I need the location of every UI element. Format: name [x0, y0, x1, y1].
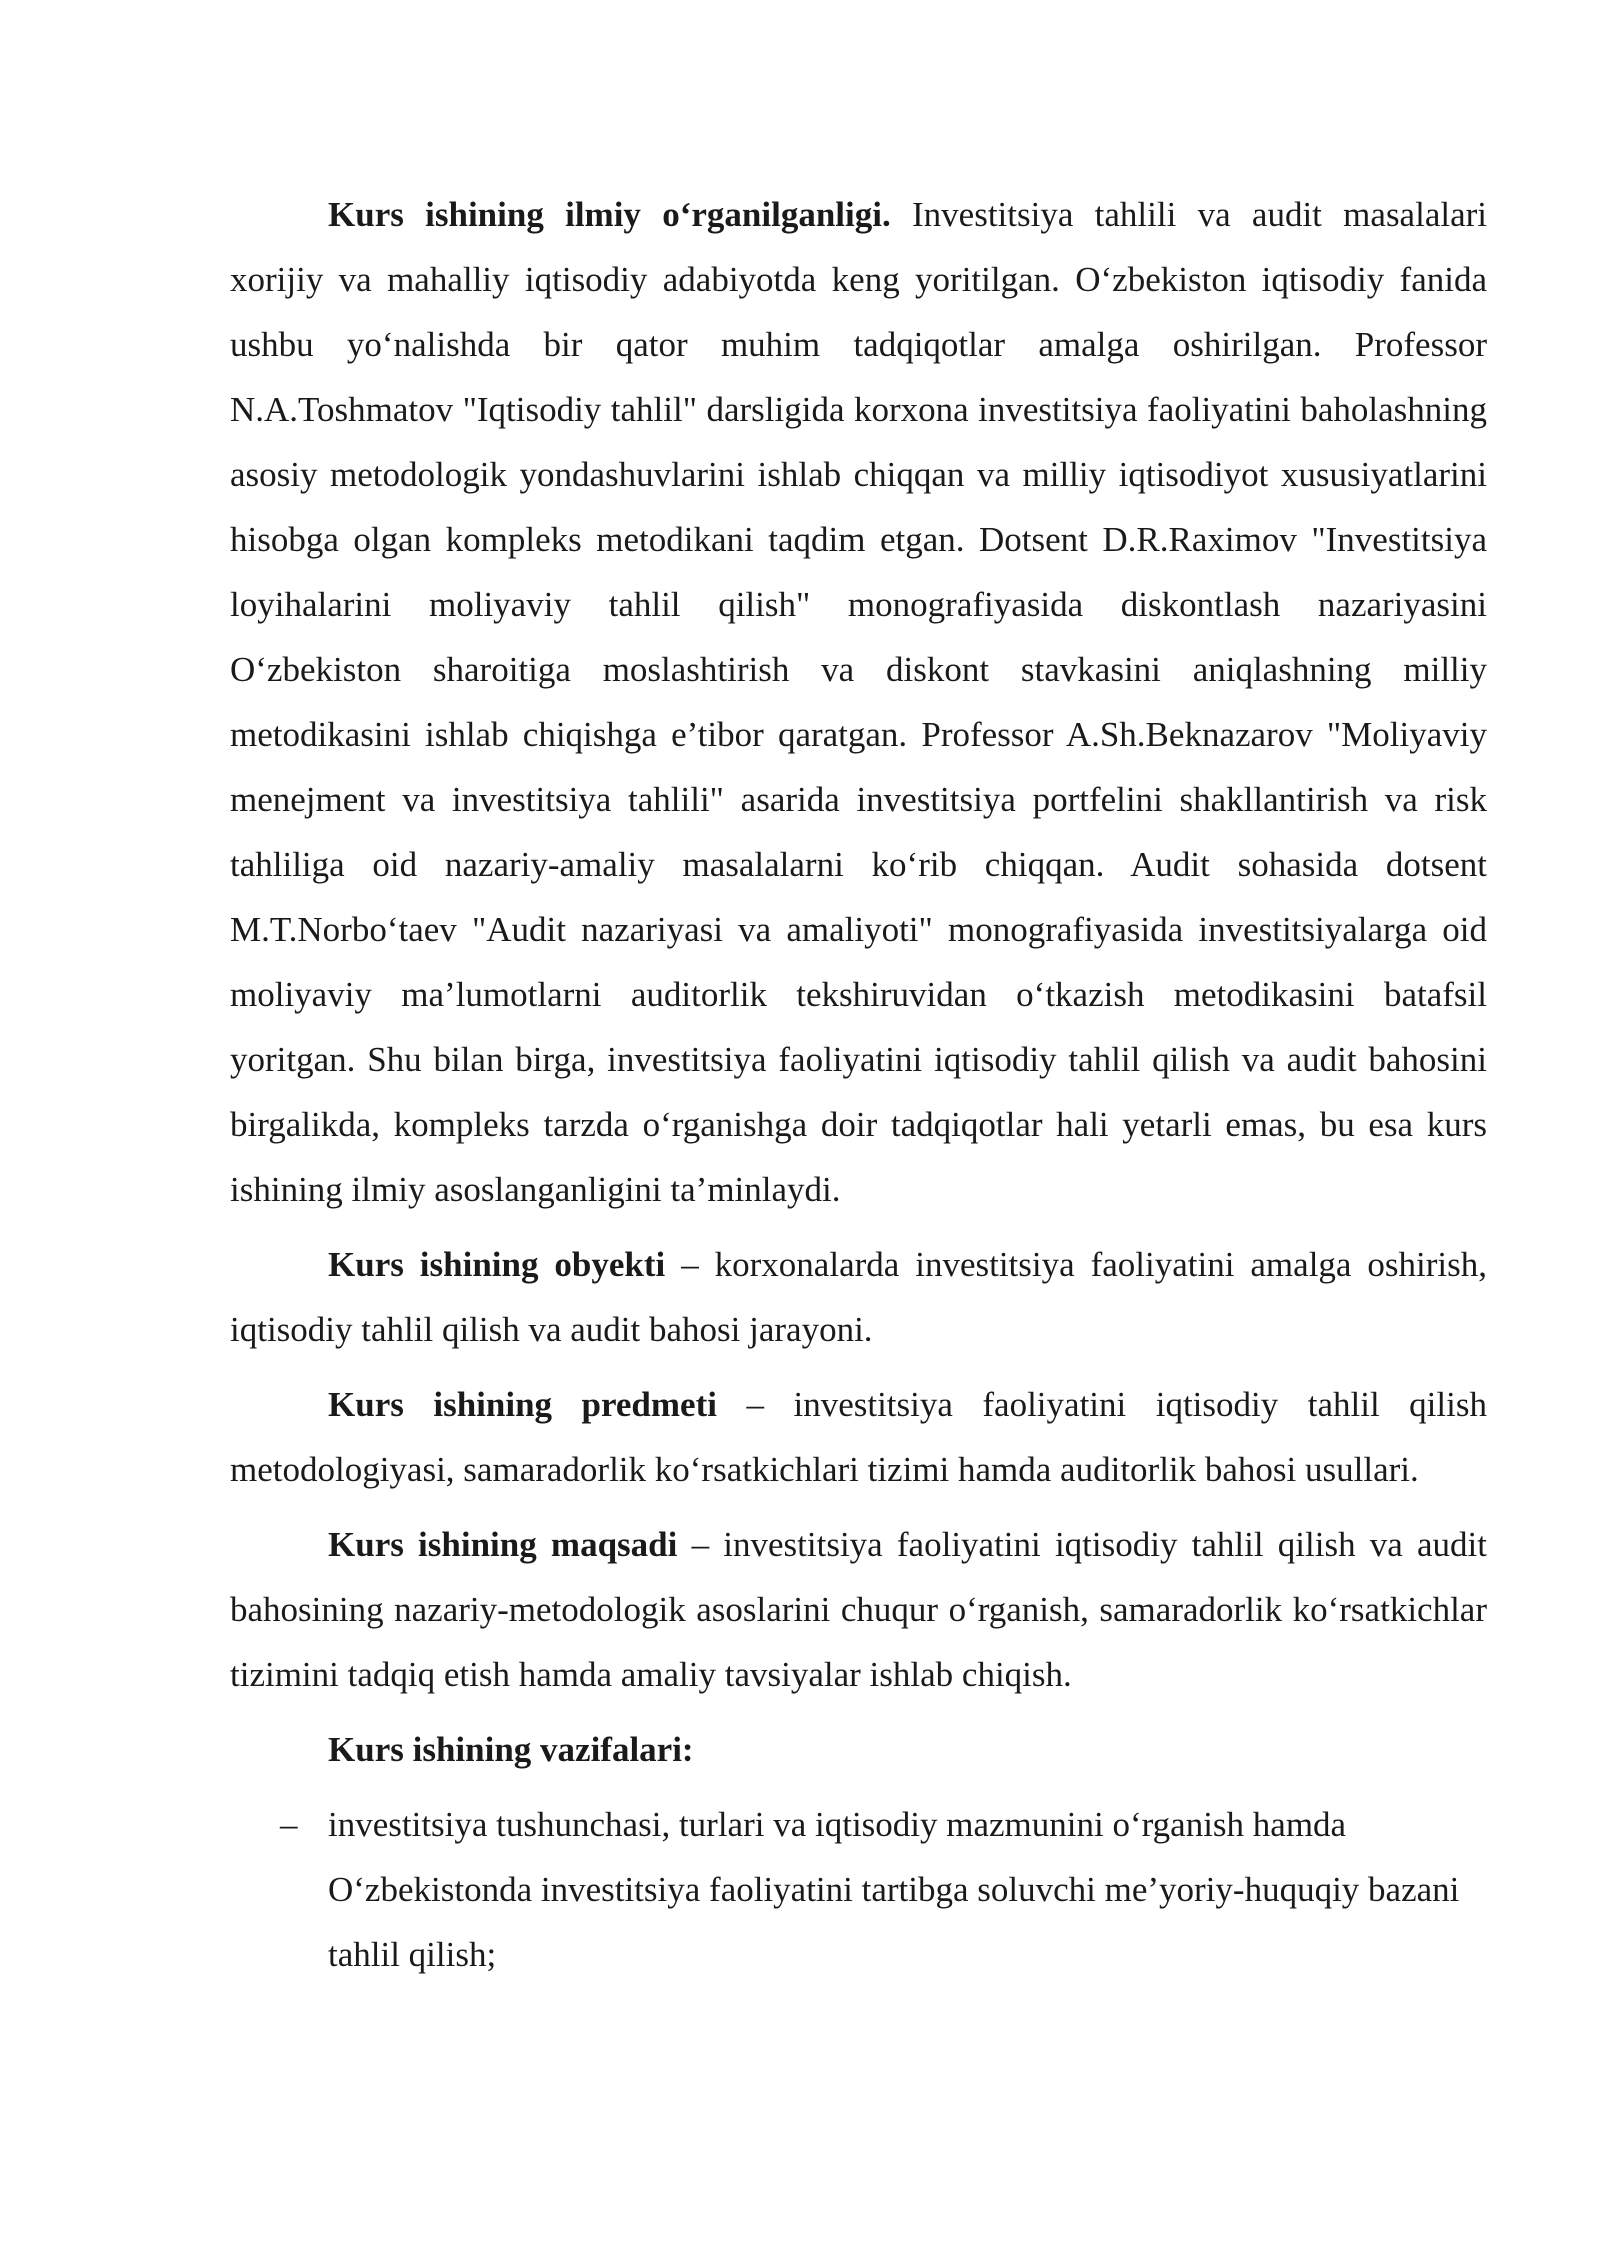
list-item — [230, 1792, 1487, 1987]
paragraph-goal — [230, 1512, 1487, 1707]
tasks-list — [230, 1792, 1487, 1987]
paragraph-lead: Kurs ishining obyekti — [328, 1245, 666, 1284]
paragraph-text: – korxonalarda investitsiya faoliyatini amalga oshirish, iqtisodiy tahlil qilish va audit bahosi jarayoni. — [230, 1245, 1487, 1349]
paragraph-text: – investitsiya faoliyatini iqtisodiy tahlil qilish va audit bahosining nazariy-metodologik asoslarini chuqur o‘rganish, samaradorlik ko‘rsatkichlar tizimini tadqiq etish hamda amaliy tavsiyalar ishlab chiqish. — [230, 1525, 1487, 1694]
tasks-heading: Kurs ishining vazifalari: — [328, 1730, 694, 1769]
list-dash-marker: – — [280, 1805, 298, 1844]
paragraph-lead: Kurs ishining ilmiy o‘rganilganligi. — [328, 195, 891, 234]
paragraph-scientific-study — [230, 182, 1487, 1222]
paragraph-subject — [230, 1372, 1487, 1502]
paragraph-text: Investitsiya tahlili va audit masalalari xorijiy va mahalliy iqtisodiy adabiyotda keng yoritilgan. O‘zbekiston iqtisodiy fanida ushbu yo‘nalishda bir qator muhim tadqiqotlar amalga oshirilgan. Professor N.A.Toshmatov "Iqtisodiy tahlil" darsligida korxona investitsiya faoliyatini baholashning asosiy metodologik yondashuvlarini ishlab chiqqan va milliy iqtisodiyot xususiyatlarini hisobga olgan kompleks metodikani taqdim etgan. Dotsent D.R.Raximov "Investitsiya loyihalarini moliyaviy tahlil qilish" monografiyasida diskontlash nazariyasini O‘zbekiston sharoitiga moslashtirish va diskont stavkasini aniqlashning milliy metodikasini ishlab chiqishga e’tibor qaratgan. Professor A.Sh.Beknazarov "Moliyaviy menejment va investitsiya tahlili" asarida investitsiya portfelini shakllantirish va risk tahliliga oid nazariy-amaliy masalalarni ko‘rib chiqqan. Audit sohasida dotsent M.T.Norbo‘taev "Audit nazariyasi va amaliyoti" monografiyasida investitsiyalarga oid moliyaviy ma’lumotlarni auditorlik tekshiruvidan o‘tkazish metodikasini batafsil yoritgan. Shu bilan birga, investitsiya faoliyatini iqtisodiy tahlil qilish va audit bahosini birgalikda, kompleks tarzda o‘rganishga doir tadqiqotlar hali yetarli emas, bu esa kurs ishining ilmiy asoslanganligini ta’minlaydi. — [230, 195, 1487, 1209]
paragraph-text: – investitsiya faoliyatini iqtisodiy tahlil qilish metodologiyasi, samaradorlik ko‘rsatkichlari tizimi hamda auditorlik bahosi usullari. — [230, 1385, 1487, 1489]
paragraph-lead: Kurs ishining predmeti — [328, 1385, 717, 1424]
paragraph-lead: Kurs ishining maqsadi — [328, 1525, 678, 1564]
paragraph-object — [230, 1232, 1487, 1362]
document-page — [230, 182, 1487, 1987]
list-item-text: investitsiya tushunchasi, turlari va iqtisodiy mazmunini o‘rganish hamda O‘zbekistonda investitsiya faoliyatini tartibga soluvchi me’yoriy-huquqiy bazani tahlil qilish; — [328, 1805, 1460, 1974]
